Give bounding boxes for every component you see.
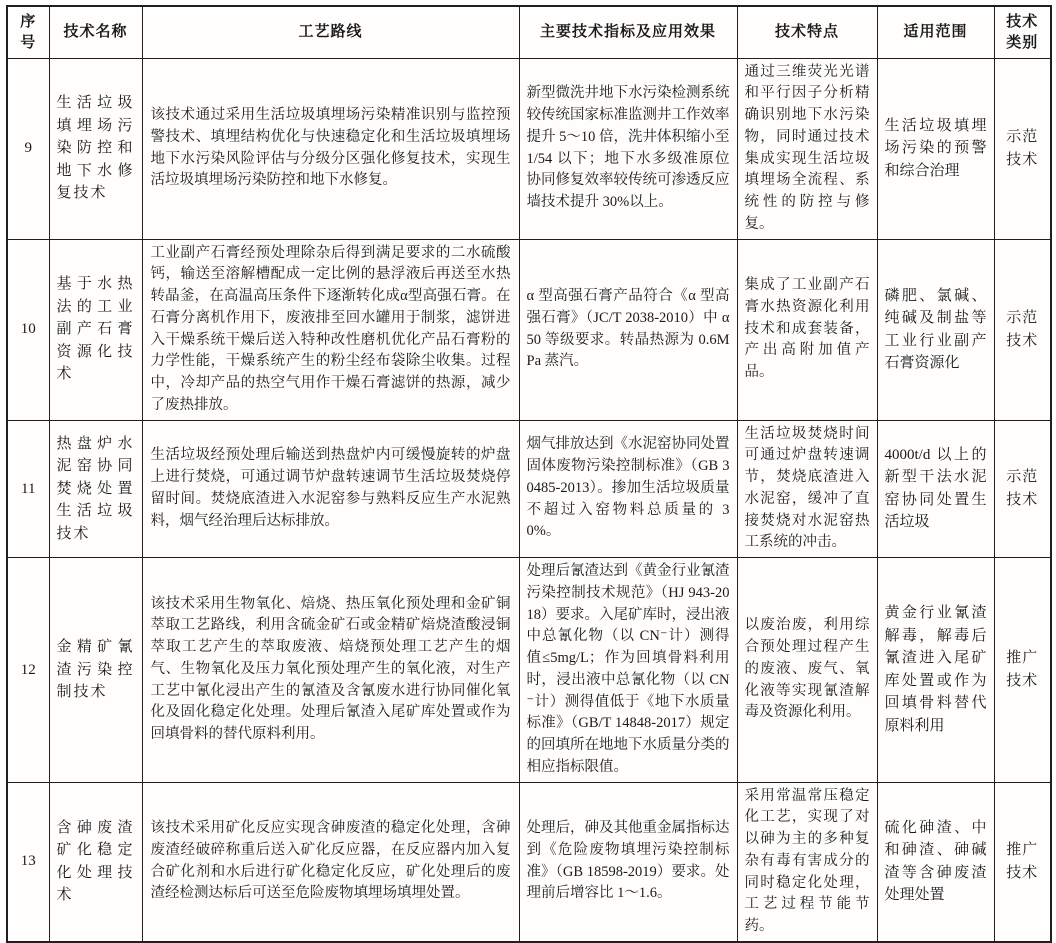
cell-scope: 黄金行业氰渣解毒，解毒后氰渣进入尾矿库处置或作为回填骨料替代原料利用 (877, 558, 994, 783)
cell-tech-name: 热盘炉水泥窑协同焚烧处置生活垃圾技术 (49, 420, 142, 558)
column-header-category: 技术类别 (994, 6, 1051, 58)
table-row (7, 239, 1051, 420)
cell-index: 12 (7, 558, 49, 783)
cell-indicators: 处理后，砷及其他重金属指标达到《危险废物填埋污染控制标准》（GB 18598-2019）要求。处理前后增容比 1～1.6。 (519, 782, 737, 942)
cell-tech-name: 含砷废渣矿化稳定化处理技术 (49, 782, 142, 942)
cell-indicators: α 型高强石膏产品符合《α 型高强石膏》（JC/T 2038-2010）中 α 50 等级要求。转晶热源为 0.6MPa 蒸汽。 (519, 239, 737, 420)
cell-scope: 硫化砷渣、中和砷渣、砷碱渣等含砷废渣处理处置 (877, 782, 994, 942)
table-row (7, 782, 1051, 942)
technology-table (6, 5, 1052, 943)
cell-features: 以废治废，利用综合预处理过程产生的废液、废气、氧化液等实现氰渣解毒及资源化利用。 (737, 558, 877, 783)
cell-indicators: 新型微洗井地下水污染检测系统较传统国家标准监测井工作效率提升 5～10 倍，洗井体积缩小至 1/54 以下；地下水多级准原位协同修复效率较传统可渗透反应墙技术提升 30%以上。 (519, 58, 737, 239)
cell-category: 示范技术 (994, 239, 1051, 420)
column-header-indicators: 主要技术指标及应用效果 (519, 6, 737, 58)
cell-indicators: 烟气排放达到《水泥窑协同处置固体废物污染控制标准》（GB 30485-2013）。掺加生活垃圾质量不超过入窑物料总质量的 30%。 (519, 420, 737, 558)
column-header-index: 序号 (7, 6, 49, 58)
column-header-features: 技术特点 (737, 6, 877, 58)
column-header-tech-name: 技术名称 (49, 6, 142, 58)
cell-index: 13 (7, 782, 49, 942)
cell-tech-name: 生活垃圾填埋场污染防控和地下水修复技术 (49, 58, 142, 239)
cell-features: 生活垃圾焚烧时间可通过炉盘转速调节，焚烧底渣进入水泥窑，缓冲了直接焚烧对水泥窑热工系统的冲击。 (737, 420, 877, 558)
cell-features: 通过三维荧光光谱和平行因子分析精确识别地下水污染物，同时通过技术集成实现生活垃圾填埋场全流程、系统性的防控与修复。 (737, 58, 877, 239)
cell-tech-name: 基于水热法的工业副产石膏资源化技术 (49, 239, 142, 420)
cell-tech-name: 金精矿氰渣污染控制技术 (49, 558, 142, 783)
cell-process-route: 该技术采用生物氧化、焙烧、热压氧化预处理和金矿铜萃取工艺路线，利用含硫金矿石或金精矿焙烧渣酸浸铜萃取工艺产生的萃取废液、焙烧预处理工艺产生的烟气、生物氧化及压力氧化预处理产生的氧化液，对生产工艺中氰化浸出产生的氰渣及含氰废水进行协同催化氧化及固化稳定化处理。处理后氰渣入尾矿库处置或作为回填骨料的替代原料利用。 (142, 558, 519, 783)
cell-process-route: 工业副产石膏经预处理除杂后得到满足要求的二水硫酸钙，输送至溶解槽配成一定比例的悬浮液后再送至水热转晶釜，在高温高压条件下逐渐转化成α型高强石膏。在石膏分离机作用下，废液排至回水罐用于制浆，滤饼进入干燥系统干燥后送入特种改性磨机优化产品石膏粉的力学性能，干燥系统产生的粉尘经布袋除尘收集。过程中，冷却产品的热空气用作干燥石膏滤饼的热源，减少了废热排放。 (142, 239, 519, 420)
cell-category: 推广技术 (994, 558, 1051, 783)
cell-indicators: 处理后氰渣达到《黄金行业氰渣污染控制技术规范》（HJ 943-2018）要求。入尾矿库时，浸出液中总氰化物（以 CN⁻计）测得值≤5mg/L；作为回填骨料利用时，浸出液中总氰化物（以 CN⁻计）测得值低于《地下水质量标准》（GB/T 14848-2017）规定的回填所在地地下水质量分类的相应指标限值。 (519, 558, 737, 783)
cell-scope: 磷肥、氯碱、纯碱及制盐等工业行业副产石膏资源化 (877, 239, 994, 420)
table-row (7, 58, 1051, 239)
cell-process-route: 该技术通过采用生活垃圾填埋场污染精准识别与监控预警技术、填埋结构优化与快速稳定化和生活垃圾填埋场地下水污染风险评估与分级分区强化修复技术，实现生活垃圾填埋场污染防控和地下水修复。 (142, 58, 519, 239)
cell-scope: 4000t/d 以上的新型干法水泥窑协同处置生活垃圾 (877, 420, 994, 558)
cell-category: 推广技术 (994, 782, 1051, 942)
table-row (7, 558, 1051, 783)
cell-process-route: 生活垃圾经预处理后输送到热盘炉内可缓慢旋转的炉盘上进行焚烧，可通过调节炉盘转速调节生活垃圾焚烧停留时间。焚烧底渣进入水泥窑参与熟料反应生产水泥熟料，烟气经治理后达标排放。 (142, 420, 519, 558)
cell-scope: 生活垃圾填埋场污染的预警和综合治理 (877, 58, 994, 239)
table-row (7, 420, 1051, 558)
cell-index: 11 (7, 420, 49, 558)
cell-category: 示范技术 (994, 420, 1051, 558)
column-header-process-route: 工艺路线 (142, 6, 519, 58)
header-row (7, 6, 1051, 58)
column-header-scope: 适用范围 (877, 6, 994, 58)
cell-features: 采用常温常压稳定化工艺，实现了对以砷为主的多种复杂有毒有害成分的同时稳定化处理，工艺过程节能节药。 (737, 782, 877, 942)
cell-category: 示范技术 (994, 58, 1051, 239)
cell-process-route: 该技术采用矿化反应实现含砷废渣的稳定化处理，含砷废渣经破碎称重后送入矿化反应器，在反应器内加入复合矿化剂和水后进行矿化稳定化反应，矿化处理后的废渣经检测达标后可送至危险废物填埋场填埋处置。 (142, 782, 519, 942)
cell-features: 集成了工业副产石膏水热资源化利用技术和成套装备，产出高附加值产品。 (737, 239, 877, 420)
cell-index: 10 (7, 239, 49, 420)
cell-index: 9 (7, 58, 49, 239)
